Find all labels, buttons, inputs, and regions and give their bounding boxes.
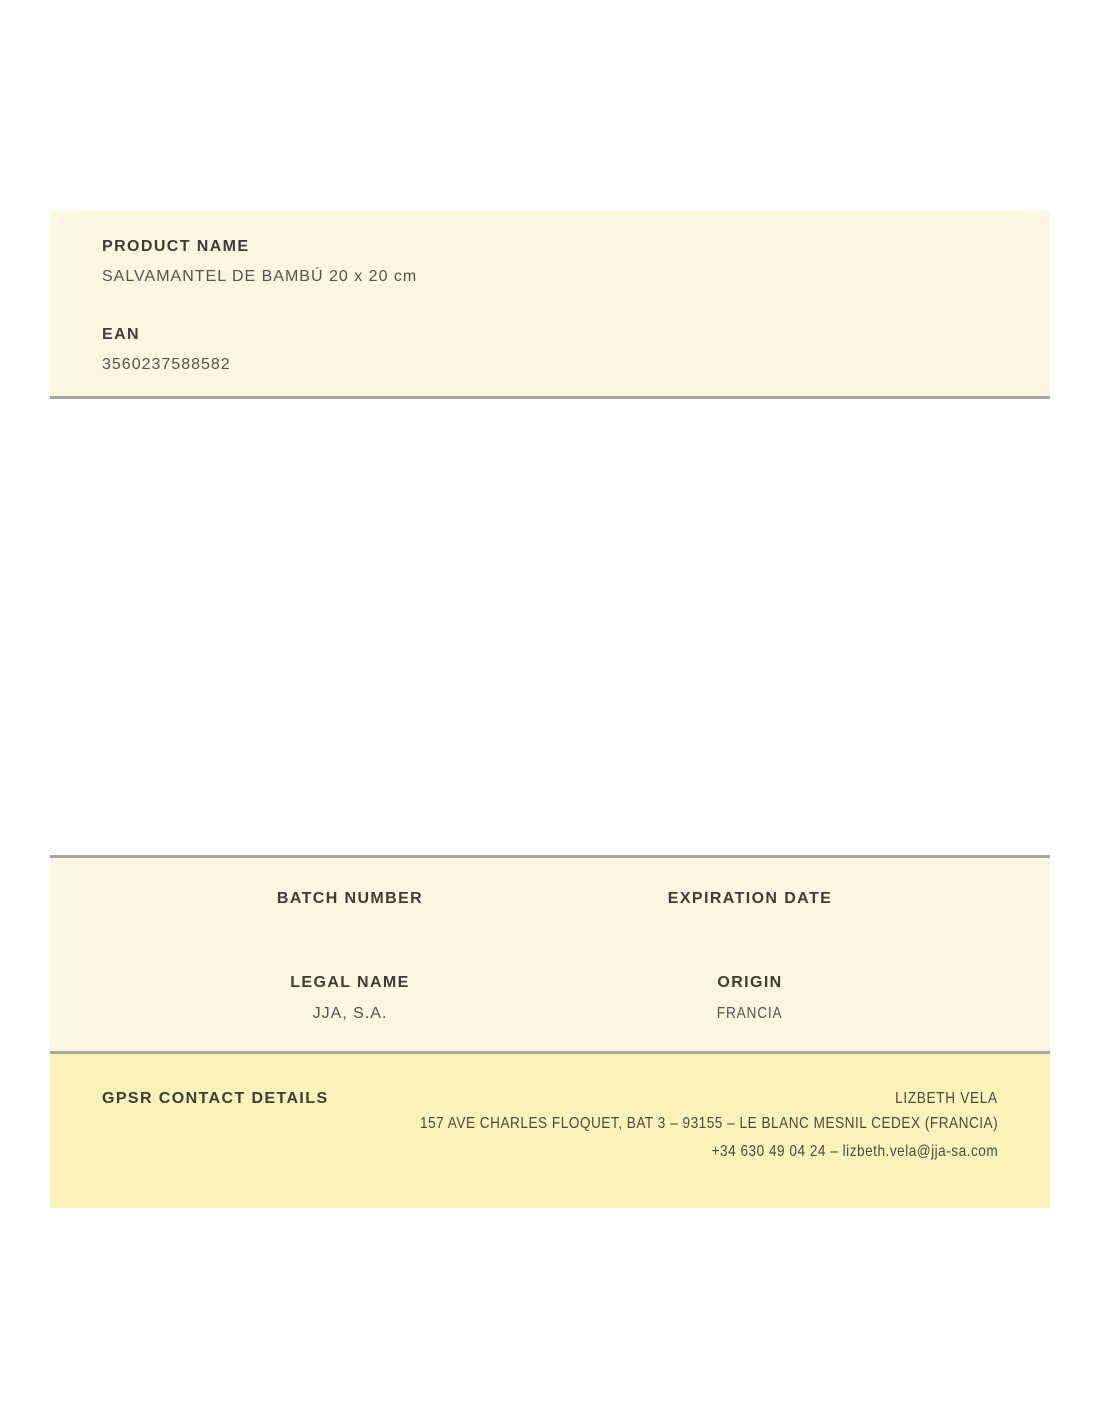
gpsr-header-row <box>102 1088 998 1110</box>
ean-label: EAN <box>102 326 140 343</box>
batch-number-field <box>150 888 550 910</box>
expiration-date-label: EXPIRATION DATE <box>667 890 833 907</box>
product-info-section <box>50 210 1050 399</box>
origin-label: ORIGIN <box>717 974 783 991</box>
origin-value-text: FRANCIA <box>717 1005 783 1022</box>
origin-field <box>550 972 950 1025</box>
gpsr-phone-email-text: +34 630 49 04 24 – lizbeth.vela@jja-sa.com <box>711 1143 998 1160</box>
legal-name-field <box>150 972 550 1025</box>
ean-value: 3560237588582 <box>102 356 231 373</box>
gpsr-title: GPSR CONTACT DETAILS <box>102 1090 329 1107</box>
product-name-field <box>102 236 998 288</box>
ean-field <box>102 324 998 376</box>
origin-value <box>550 1003 950 1025</box>
legal-name-label: LEGAL NAME <box>290 974 410 991</box>
gpsr-contact-section <box>50 1054 1050 1208</box>
product-name-label: PRODUCT NAME <box>102 238 250 255</box>
product-name-value: SALVAMANTEL DE BAMBÚ 20 x 20 cm <box>102 268 418 285</box>
legal-name-value: JJA, S.A. <box>312 1005 388 1022</box>
gpsr-address-line <box>102 1110 998 1138</box>
batch-origin-section <box>50 855 1050 1054</box>
gpsr-address-text: 157 AVE CHARLES FLOQUET, BAT 3 – 93155 – LE BLANC MESNIL CEDEX (FRANCIA) <box>419 1115 998 1132</box>
gpsr-phone-email-line <box>102 1138 998 1166</box>
gpsr-contact-name <box>877 1088 998 1110</box>
expiration-date-field <box>550 888 950 910</box>
batch-number-label: BATCH NUMBER <box>276 890 424 907</box>
gpsr-contact-name-text: LIZBETH VELA <box>895 1090 998 1107</box>
batch-origin-grid <box>150 888 950 1025</box>
